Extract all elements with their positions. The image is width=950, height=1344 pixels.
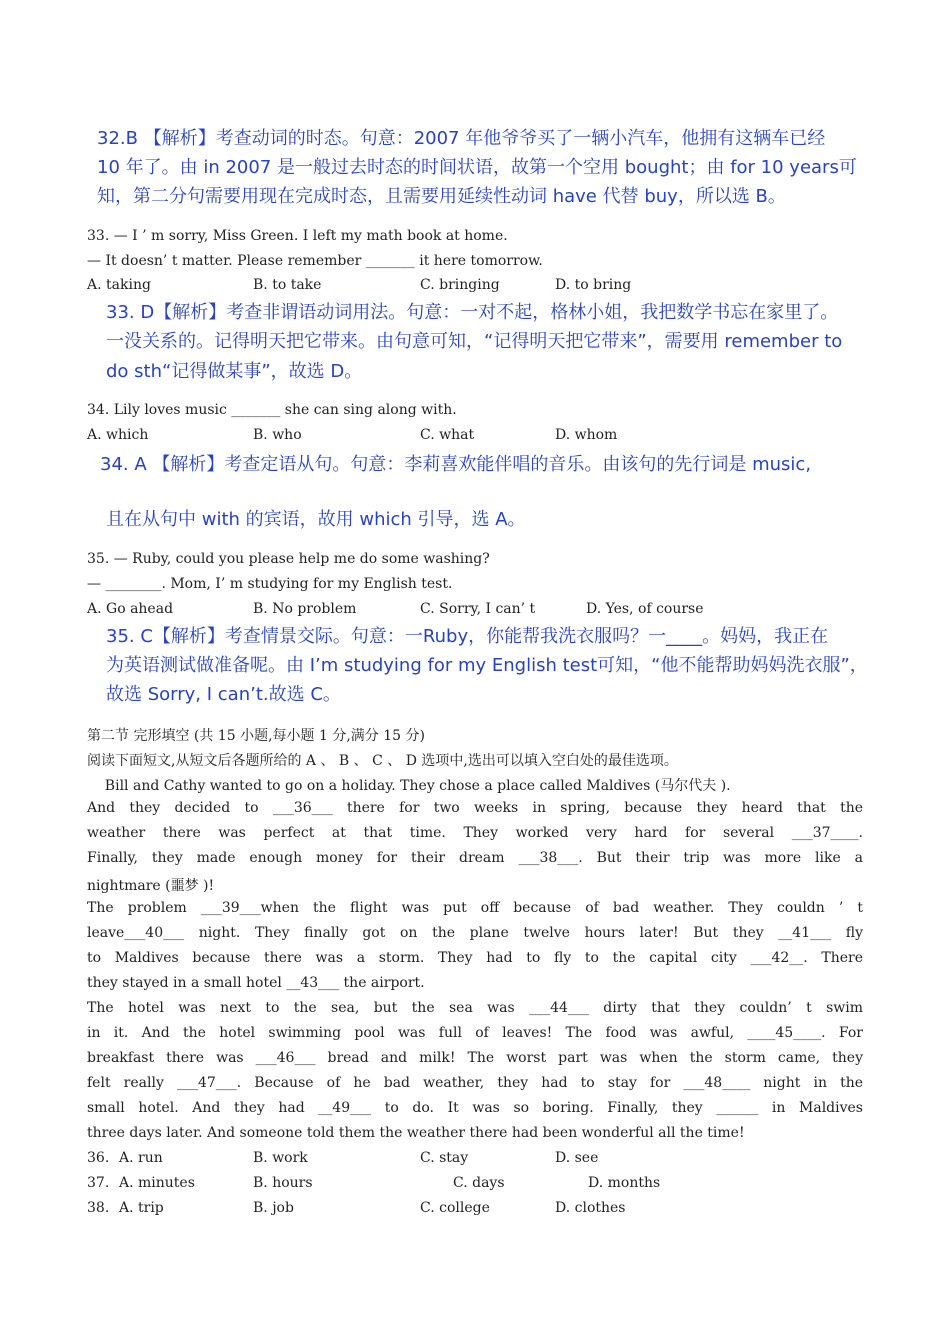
q34-explanation-line-2: 且在从句中 with 的宾语，故用 which 引导，选 A。 (106, 509, 526, 530)
choice-36-number: 36. (87, 1150, 110, 1166)
passage-line-6: The problem ___39___when the flight was put off because of bad weather. They couldn ’ t (87, 900, 863, 916)
passage-line-10: The hotel was next to the sea, but the sea was ___44___ dirty that they couldn’ t swim (87, 1000, 863, 1016)
q34-explanation-line-1: 34. A 【解析】考查定语从句。句意：李莉喜欢能伴唱的音乐。由该句的先行词是 music, (100, 454, 812, 475)
q34-option-c: C. what (420, 427, 475, 443)
choice-36-option-b: B. work (253, 1150, 308, 1166)
q32-explanation-line-1: 32.B 【解析】考查动词的时态。句意：2007 年他爷爷买了一辆小汽车，他拥有这辆车已经 (97, 128, 826, 149)
q35-stem-line-2: — ________. Mom, I’ m studying for my English test. (87, 576, 453, 592)
passage-line-8: to Maldives because there was a storm. They had to fly to the capital city ___42__. There (87, 950, 863, 966)
q34-stem: 34. Lily loves music _______ she can sing along with. (87, 402, 457, 418)
q33-explanation-line-2: 一没关系的。记得明天把它带来。由句意可知，“记得明天把它带来”，需要用 remember to (106, 331, 843, 352)
passage-line-3: weather there was perfect at that time. They worked very hard for several ___37____. (87, 825, 863, 841)
passage-line-9: they stayed in a small hotel __43___ the airport. (87, 975, 425, 991)
choice-36-option-a: A. run (119, 1150, 163, 1166)
q33-option-c: C. bringing (420, 277, 500, 293)
q33-option-a: A. taking (87, 277, 151, 293)
choice-38-option-a: A. trip (119, 1200, 164, 1216)
q33-option-b: B. to take (253, 277, 322, 293)
q33-explanation-line-1: 33. D【解析】考查非谓语动词用法。句意：一对不起，格林小姐，我把数学书忘在家里了。 (106, 302, 839, 323)
passage-line-13: felt really ___47___. Because of he bad weather, they had to stay for ___48____ night in the (87, 1075, 863, 1091)
passage-line-4: Finally, they made enough money for their dream ___38___. But their trip was more like a (87, 850, 863, 866)
choice-38-option-d: D. clothes (555, 1200, 626, 1216)
q33-stem-line-1: 33. — I ’ m sorry, Miss Green. I left my math book at home. (87, 228, 508, 244)
passage-line-2: And they decided to ___36___ there for two weeks in spring, because they heard that the (87, 800, 863, 816)
q35-option-c: C. Sorry, I can’ t (420, 601, 536, 617)
choice-37-option-b: B. hours (253, 1175, 313, 1191)
q33-option-d: D. to bring (555, 277, 632, 293)
choice-36-option-d: D. see (555, 1150, 599, 1166)
passage-line-14: small hotel. And they had __49___ to do. It was so boring. Finally, they ______ in Maldives (87, 1100, 863, 1116)
choice-37-number: 37. (87, 1175, 110, 1191)
q32-explanation-line-2: 10 年了。由 in 2007 是一般过去时态的时间状语，故第一个空用 bought；由 for 10 years可 (97, 157, 857, 178)
q35-explanation-line-1: 35. C【解析】考查情景交际。句意：一Ruby，你能帮我洗衣服吗？一____。妈妈，我正在 (106, 626, 829, 647)
q35-explanation-line-3: 故选 Sorry, I can’t.故选 C。 (106, 684, 341, 705)
passage-line-1: Bill and Cathy wanted to go on a holiday. They chose a place called Maldives (马尔代夫 ). (87, 778, 731, 794)
q35-explanation-line-2: 为英语测试做准备呢。由 I’m studying for my English test可知，“他不能帮助妈妈洗衣服”， (106, 655, 868, 676)
q34-option-d: D. whom (555, 427, 618, 443)
passage-line-5: nightmare (噩梦 )! (87, 878, 215, 894)
passage-line-11: in it. And the hotel swimming pool was full of leaves! The food was awful, ____45____. For (87, 1025, 863, 1041)
choice-36-option-c: C. stay (420, 1150, 469, 1166)
q35-option-d: D. Yes, of course (586, 601, 704, 617)
passage-line-7: leave___40___ night. They finally got on the plane twelve hours later! But they __41___ fly (87, 925, 863, 941)
q32-explanation-line-3: 知，第二分句需要用现在完成时态，且需要用延续性动词 have 代替 buy，所以选 B。 (97, 186, 786, 207)
passage-line-12: breakfast there was ___46___ bread and milk! The worst part was when the storm came, they (87, 1050, 863, 1066)
choice-38-option-b: B. job (253, 1200, 294, 1216)
passage-line-15: three days later. And someone told them the weather there had been wonderful all the time! (87, 1125, 745, 1141)
section-2-instruction: 阅读下面短文,从短文后各题所给的 A 、 B 、 C 、 D 选项中,选出可以填入空白处的最佳选项。 (87, 753, 678, 769)
choice-38-number: 38. (87, 1200, 110, 1216)
choice-38-option-c: C. college (420, 1200, 490, 1216)
q35-stem-line-1: 35. — Ruby, could you please help me do some washing? (87, 551, 490, 567)
q34-option-a: A. which (87, 427, 149, 443)
section-2-title: 第二节 完形填空 (共 15 小题,每小题 1 分,满分 15 分) (87, 728, 425, 744)
q33-stem-line-2: — It doesn’ t matter. Please remember _______ it here tomorrow. (87, 253, 543, 269)
choice-37-option-c: C. days (453, 1175, 505, 1191)
choice-37-option-a: A. minutes (119, 1175, 195, 1191)
q34-option-b: B. who (253, 427, 302, 443)
q33-explanation-line-3: do sth“记得做某事”，故选 D。 (106, 361, 363, 382)
q35-option-b: B. No problem (253, 601, 357, 617)
q35-option-a: A. Go ahead (87, 601, 174, 617)
choice-37-option-d: D. months (588, 1175, 661, 1191)
